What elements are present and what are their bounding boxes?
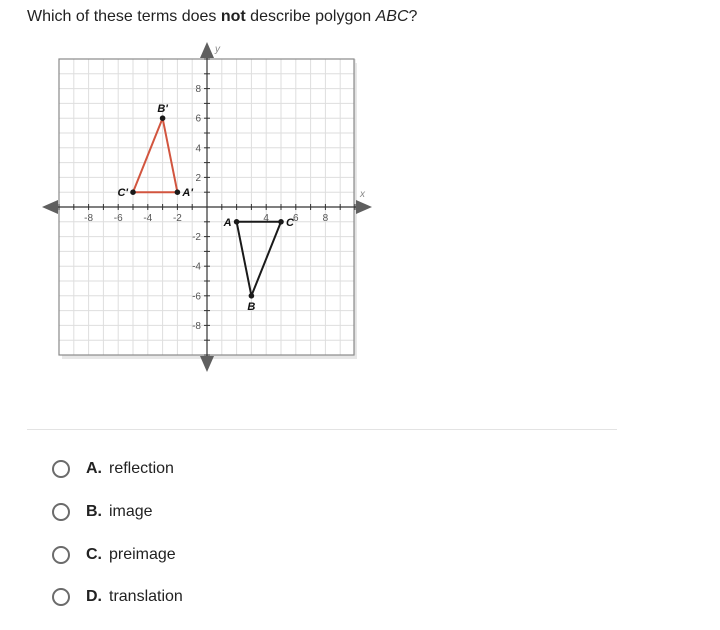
y-tick-label: -6 bbox=[192, 291, 201, 303]
x-tick-label: -4 bbox=[143, 213, 153, 224]
vertex-label: B bbox=[247, 300, 256, 313]
y-axis-up-arrow-icon bbox=[200, 42, 214, 58]
radio-button[interactable] bbox=[52, 588, 70, 606]
y-tick-label: -4 bbox=[192, 261, 201, 273]
question-emphasis: not bbox=[220, 8, 246, 25]
y-axis-down-arrow-icon bbox=[200, 356, 214, 372]
y-tick-label: -8 bbox=[192, 320, 201, 332]
x-tick-label: -8 bbox=[84, 213, 94, 224]
option-c[interactable] bbox=[52, 546, 176, 564]
divider bbox=[27, 429, 617, 430]
vertex-point bbox=[249, 293, 255, 299]
option-text: translation bbox=[109, 588, 183, 605]
radio-button[interactable] bbox=[52, 503, 70, 521]
vertex-point bbox=[160, 115, 166, 121]
vertex-point bbox=[278, 219, 284, 225]
y-tick-label: -2 bbox=[192, 232, 201, 244]
x-tick-label: 8 bbox=[322, 213, 329, 224]
coordinate-graph bbox=[38, 40, 378, 376]
y-tick-label: 2 bbox=[195, 172, 201, 184]
option-text: preimage bbox=[109, 546, 176, 563]
x-axis-label: x bbox=[360, 189, 365, 200]
option-letter: C. bbox=[86, 546, 102, 563]
x-tick-label: -6 bbox=[113, 213, 123, 224]
option-text: image bbox=[109, 503, 153, 520]
option-letter: B. bbox=[86, 503, 102, 520]
vertex-label: C bbox=[286, 216, 294, 229]
vertex-point bbox=[130, 189, 136, 195]
x-tick-label: 4 bbox=[263, 213, 269, 224]
vertex-point bbox=[175, 189, 181, 195]
option-text: reflection bbox=[109, 460, 174, 477]
x-axis-right-arrow-icon bbox=[356, 200, 372, 214]
option-letter: D. bbox=[86, 588, 102, 605]
option-b[interactable] bbox=[52, 503, 153, 521]
x-tick-label: 6 bbox=[293, 213, 299, 224]
question-text bbox=[27, 8, 417, 26]
question-middle: describe polygon bbox=[245, 8, 376, 25]
radio-button[interactable] bbox=[52, 546, 70, 564]
y-tick-label: 4 bbox=[195, 143, 201, 155]
y-tick-label: 6 bbox=[195, 113, 201, 125]
question-prefix: Which of these terms does bbox=[27, 8, 221, 25]
option-a[interactable] bbox=[52, 460, 174, 478]
y-axis-label: y bbox=[215, 44, 220, 55]
vertex-label: A' bbox=[182, 187, 193, 200]
vertex-label: C' bbox=[117, 187, 128, 200]
option-d[interactable] bbox=[52, 588, 183, 606]
vertex-label: A bbox=[223, 216, 232, 229]
vertex-point bbox=[234, 219, 240, 225]
question-polygon-name: ABC bbox=[375, 8, 409, 25]
vertex-label: B' bbox=[157, 103, 168, 116]
x-axis-left-arrow-icon bbox=[42, 200, 58, 214]
option-letter: A. bbox=[86, 460, 102, 477]
y-tick-label: 8 bbox=[195, 84, 201, 96]
x-tick-label: -2 bbox=[172, 213, 182, 224]
question-suffix: ? bbox=[408, 8, 418, 25]
radio-button[interactable] bbox=[52, 460, 70, 478]
